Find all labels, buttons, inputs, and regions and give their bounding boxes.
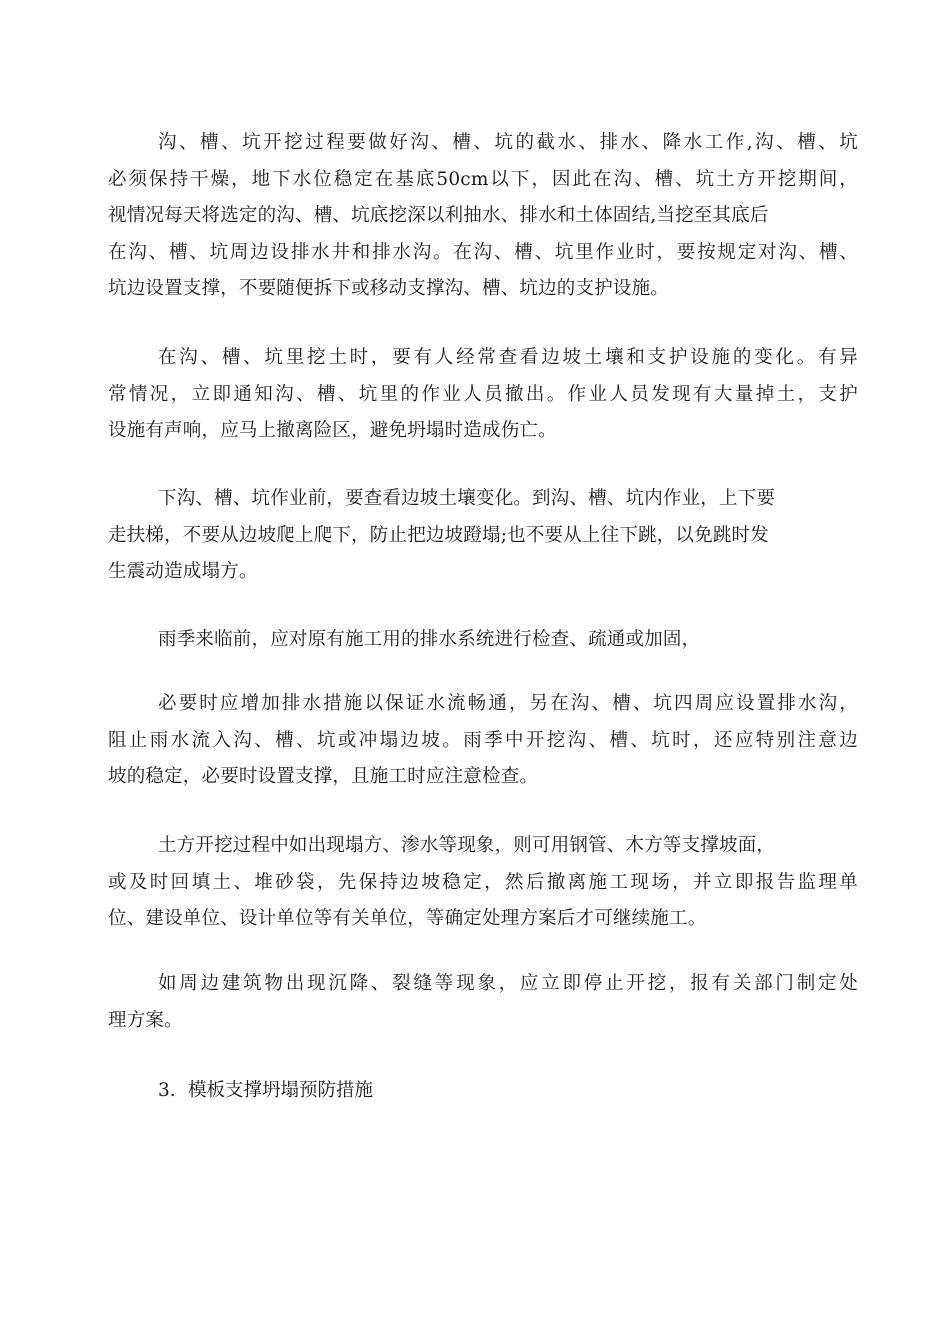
section-title: 模板支撑坍塌预防措施 [188, 1080, 374, 1101]
text-line: 如周边建筑物出现沉降、裂缝等现象，应立即停止开挖，报有关部门制定处 [158, 973, 858, 994]
text-line: 沟、槽、坑开挖过程要做好沟、槽、坑的截水、排水、降水工作,沟、槽、坑 [158, 132, 858, 153]
text-line: 阻止雨水流入沟、槽、坑或冲塌边坡。雨季中开挖沟、槽、坑时，还应特别注意边 [108, 729, 858, 751]
text-line: 视情况每天将选定的沟、槽、坑底挖深以利抽水、排水和土体固结,当挖至其底后 [108, 205, 769, 226]
text-line: 或及时回填土、堆砂袋，先保持边坡稳定，然后撤离施工现场，并立即报告监理单 [108, 871, 858, 893]
text-line: 下沟、槽、坑作业前，要查看边坡土壤变化。到沟、槽、坑内作业，上下要 [158, 488, 776, 509]
text-line: 常情况，立即通知沟、槽、坑里的作业人员撤出。作业人员发现有大量掉土，支护 [108, 383, 858, 405]
paragraph-slope-monitoring [108, 340, 858, 450]
text-line: 生震动造成塌方。 [108, 561, 258, 582]
text-line: 坑边设置支撑，不要随便拆下或移动支撑沟、槽、坑边的支护设施。 [108, 278, 670, 299]
text-line: 理方案。 [108, 1009, 183, 1031]
paragraph-collapse-response [108, 828, 858, 938]
text-line: 坡的稳定，必要时设置支撑，且施工时应注意检查。 [108, 766, 539, 787]
text-line: 设施有声响，应马上撤离险区，避免坍塌时造成伤亡。 [108, 420, 557, 441]
text-line: 走扶梯，不要从边坡爬上爬下，防止把边坡蹬塌;也不要从上往下跳，以免跳时发 [108, 524, 769, 546]
paragraph-trench-drainage [108, 125, 858, 308]
text-line: 必要时应增加排水措施以保证水流畅通，另在沟、槽、坑四周应设置排水沟， [158, 693, 858, 714]
paragraph-rainy-season [108, 622, 858, 659]
paragraph-drainage-measures [108, 686, 858, 796]
text-line: 位、建设单位、设计单位等有关单位，等确定处理方案后才可继续施工。 [108, 908, 707, 929]
paragraph-building-settlement [108, 966, 858, 1039]
section-number: 3. [158, 1080, 176, 1101]
text-line: 在沟、槽、坑周边设排水井和排水沟。在沟、槽、坑里作业时，要按规定对沟、槽、 [108, 241, 858, 263]
text-line: 在沟、槽、坑里挖土时，要有人经常查看边坡土壤和支护设施的变化。有异 [158, 347, 858, 368]
paragraph-access-safety [108, 481, 858, 591]
text-line: 土方开挖过程中如出现塌方、渗水等现象，则可用钢管、木方等支撑坡面， [158, 835, 776, 856]
text-line: 必须保持干燥，地下水位稳定在基底50cm以下，因此在沟、槽、坑土方开挖期间， [108, 168, 858, 190]
text-line: 雨季来临前，应对原有施工用的排水系统进行检查、疏通或加固， [158, 629, 701, 650]
section-heading [158, 1073, 373, 1109]
